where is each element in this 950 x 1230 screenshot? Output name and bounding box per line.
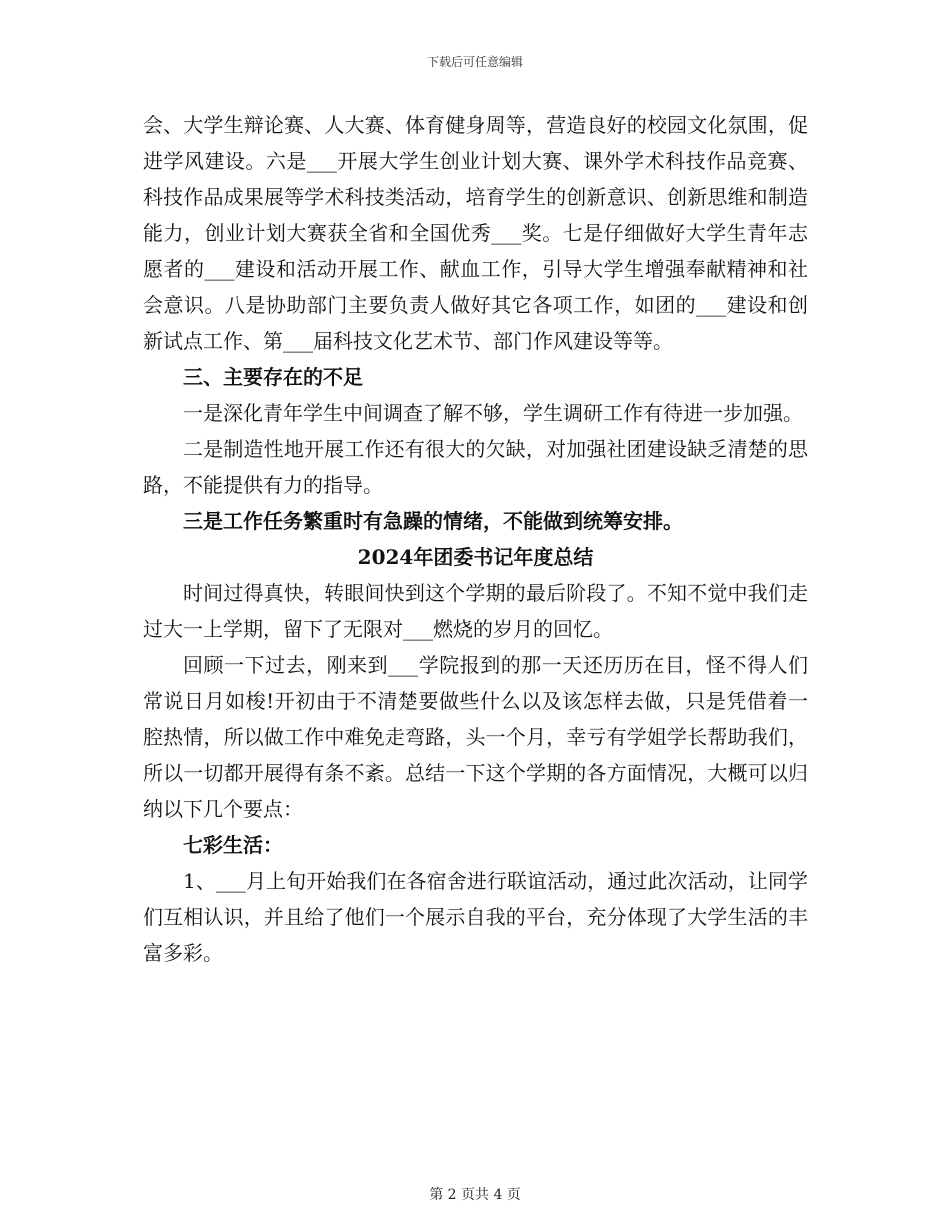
paragraph-continuation: 会、大学生辩论赛、人大赛、体育健身周等，营造良好的校园文化氛围，促进学风建设。六是___开展大学生创业计划大赛、课外学术科技作品竞赛、科技作品成果展等学术科技类活动，培育学生的创新意识、创新思维和制造能力，创业计划大赛获全省和全国优秀___奖。七是仔细做好大学生青年志愿者的___建设和活动开展工作、献血工作，引导大学生增强奉献精神和社会意识。八是协助部门主要负责人做好其它各项工作，如团的___建设和创新试点工作、第___届科技文化艺术节、部门作风建设等等。 (143, 113, 808, 353)
section-heading-shortcomings: 三、主要存在的不足 (183, 365, 363, 389)
paragraph-review: 回顾一下过去，刚来到___学院报到的那一天还历历在目，怪不得人们常说日月如梭!开初由于不清楚要做些什么以及该怎样去做，只是凭借着一腔热情，所以做工作中难免走弯路，头一个月，幸亏有学姐学长帮助我们，所以一切都开展得有条不紊。总结一下这个学期的各方面情况，大概可以归纳以下几个要点： (143, 653, 808, 821)
subheading-colorful-life: 七彩生活： (183, 833, 283, 857)
paragraph-intro: 时间过得真快，转眼间快到这个学期的最后阶段了。不知不觉中我们走过大一上学期，留下了无限对___燃烧的岁月的回忆。 (143, 581, 808, 641)
paragraph-shortcoming-1: 一是深化青年学生中间调查了解不够，学生调研工作有待进一步加强。 (183, 401, 803, 425)
paragraph-shortcoming-3: 三是工作任务繁重时有急躁的情绪，不能做到统筹安排。 (183, 509, 683, 533)
header-note: 下载后可任意编辑 (426, 55, 523, 69)
document-title: 2024年团委书记年度总结 (357, 545, 594, 569)
document-body (143, 107, 808, 971)
paragraph-item-1: 1、___月上旬开始我们在各宿舍进行联谊活动，通过此次活动，让同学们互相认识，并且给了他们一个展示自我的平台，充分体现了大学生活的丰富多彩。 (143, 869, 808, 965)
paragraph-shortcoming-2: 二是制造性地开展工作还有很大的欠缺，对加强社团建设缺乏清楚的思路，不能提供有力的指导。 (143, 437, 808, 497)
page-number: 第 2 页共 4 页 (429, 1187, 521, 1203)
